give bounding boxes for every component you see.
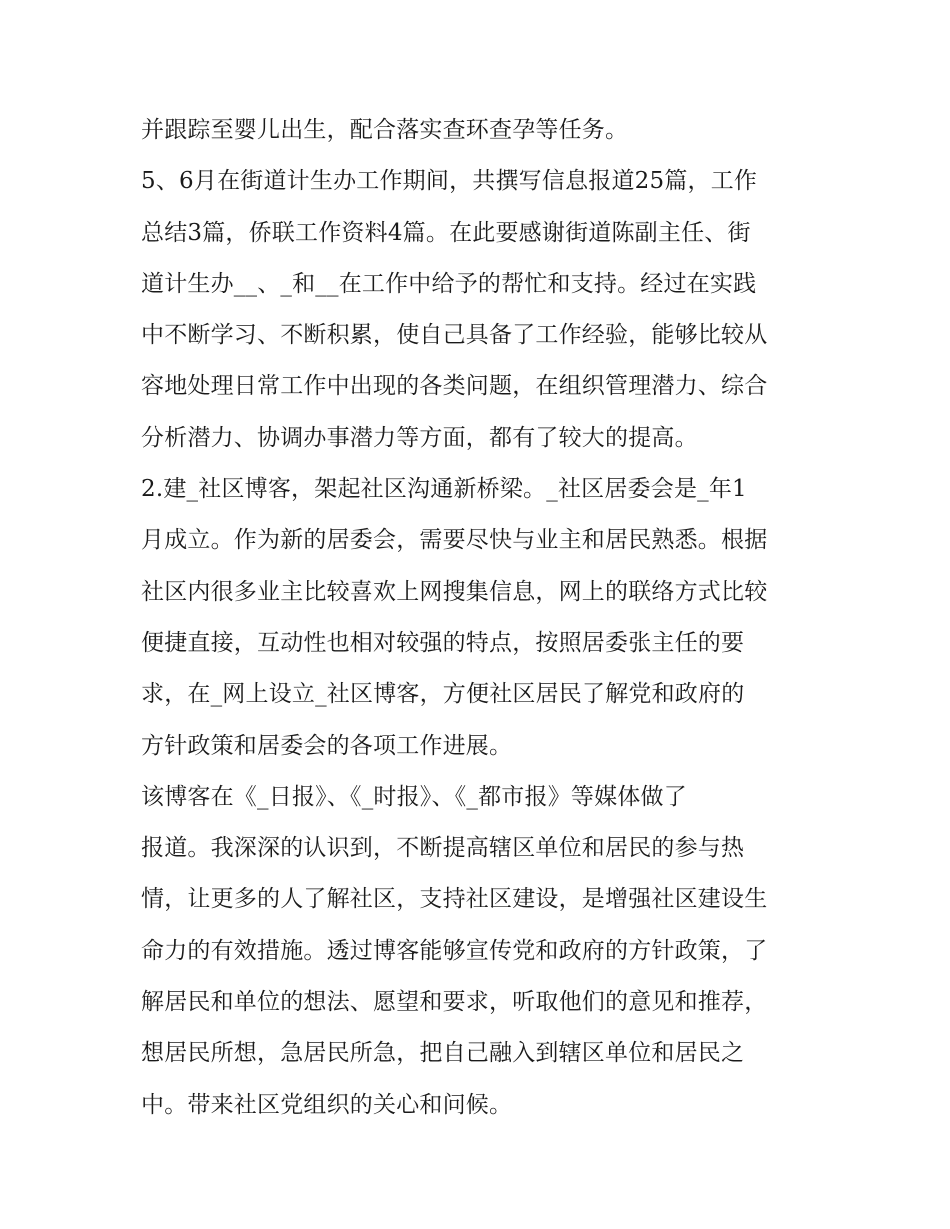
- text-line: 月成立。作为新的居委会，需要尽快与业主和居民熟悉。根据: [141, 527, 768, 554]
- text-line: 方针政策和居委会的各项工作进展。: [141, 732, 513, 759]
- text-line: 容地处理日常工作中出现的各类问题，在组织管理潜力、综合: [141, 373, 768, 400]
- text-line: 分析潜力、协调办事潜力等方面，都有了较大的提高。: [141, 424, 698, 451]
- text-line: 中不断学习、不断积累，使自己具备了工作经验，能够比较从: [141, 322, 768, 349]
- text-line: 2.建_社区博客，架起社区沟通新桥梁。_社区居委会是_年1: [141, 476, 747, 503]
- text-line: 想居民所想，急居民所急，把自己融入到辖区单位和居民之: [141, 1040, 745, 1067]
- text-line: 求，在_网上设立_社区博客，方便社区居民了解党和政府的: [141, 681, 745, 708]
- text-line: 5、6月在街道计生办工作期间，共撰写信息报道25篇，工作: [141, 168, 758, 195]
- text-line: 总结3篇，侨联工作资料4篇。在此要感谢街道陈副主任、街: [141, 219, 751, 246]
- text-line: 报道。我深深的认识到，不断提高辖区单位和居民的参与热: [141, 835, 745, 862]
- text-line: 该博客在《_日报》、《_时报》、《_都市报》等媒体做了: [141, 783, 687, 810]
- text-line: 道计生办__、_和__在工作中给予的帮忙和支持。经过在实践: [141, 270, 757, 297]
- text-line: 社区内很多业主比较喜欢上网搜集信息，网上的联络方式比较: [141, 578, 768, 605]
- text-line: 解居民和单位的想法、愿望和要求，听取他们的意见和推荐，: [141, 989, 768, 1016]
- text-line: 命力的有效措施。透过博客能够宣传党和政府的方针政策，了: [141, 937, 768, 964]
- text-line: 并跟踪至婴儿出生，配合落实查环查孕等任务。: [141, 117, 629, 143]
- document-body: [141, 105, 821, 1131]
- text-line: 中。带来社区党组织的关心和问候。: [141, 1091, 513, 1118]
- text-line: 便捷直接，互动性也相对较强的特点，按照居委张主任的要: [141, 629, 745, 656]
- text-line: 情，让更多的人了解社区，支持社区建设，是增强社区建设生: [141, 886, 768, 913]
